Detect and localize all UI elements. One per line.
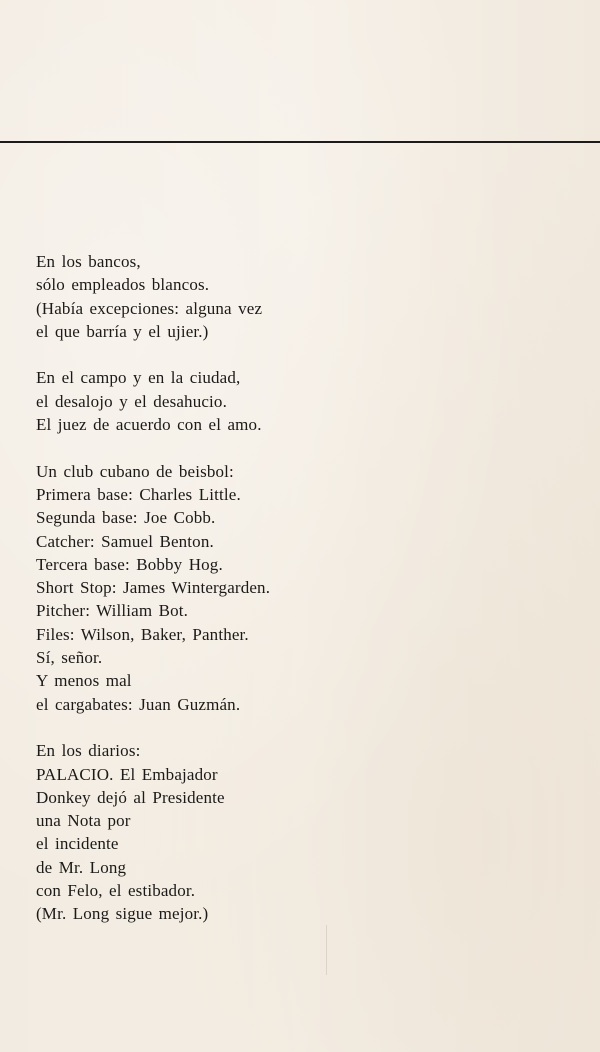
poem-line: una Nota por <box>36 811 131 831</box>
poem-line: sólo empleados blancos. <box>36 275 210 295</box>
stanza-1 <box>36 250 336 343</box>
poem-line: Catcher: Samuel Benton. <box>36 531 214 551</box>
poem-line: el incidente <box>36 834 119 854</box>
poem-line: El juez de acuerdo con el amo. <box>36 415 262 435</box>
poem <box>36 250 336 926</box>
stanza-4 <box>36 739 336 925</box>
stanza-2 <box>36 366 336 436</box>
poem-line: Donkey dejó al Presidente <box>36 787 225 807</box>
poem-line: el cargabates: Juan Guzmán. <box>36 694 241 714</box>
horizontal-rule <box>0 141 600 143</box>
poem-line: el desalojo y el desahucio. <box>36 391 227 411</box>
poem-line: (Había excepciones: alguna vez <box>36 298 263 318</box>
poem-line: Files: Wilson, Baker, Panther. <box>36 624 249 644</box>
stanza-3 <box>36 460 336 716</box>
poem-line: (Mr. Long sigue mejor.) <box>36 904 209 924</box>
poem-line: el que barría y el ujier.) <box>36 321 209 341</box>
poem-line: Y menos mal <box>36 671 132 691</box>
poem-line: En los bancos, <box>36 252 141 271</box>
poem-line: PALACIO. El Embajador <box>36 764 218 784</box>
poem-line: Primera base: Charles Little. <box>36 484 241 504</box>
poem-line: Segunda base: Joe Cobb. <box>36 508 216 528</box>
poem-line: En el campo y en la ciudad, <box>36 368 241 388</box>
poem-line: de Mr. Long <box>36 857 127 877</box>
poem-line: Short Stop: James Wintergarden. <box>36 578 271 598</box>
poem-line: En los diarios: <box>36 741 141 761</box>
poem-line: Sí, señor. <box>36 648 103 668</box>
poem-line: Tercera base: Bobby Hog. <box>36 554 223 574</box>
poem-line: Pitcher: William Bot. <box>36 601 189 621</box>
poem-line: con Felo, el estibador. <box>36 881 196 901</box>
poem-line: Un club cubano de beisbol: <box>36 461 234 481</box>
paper-crease <box>326 925 327 975</box>
